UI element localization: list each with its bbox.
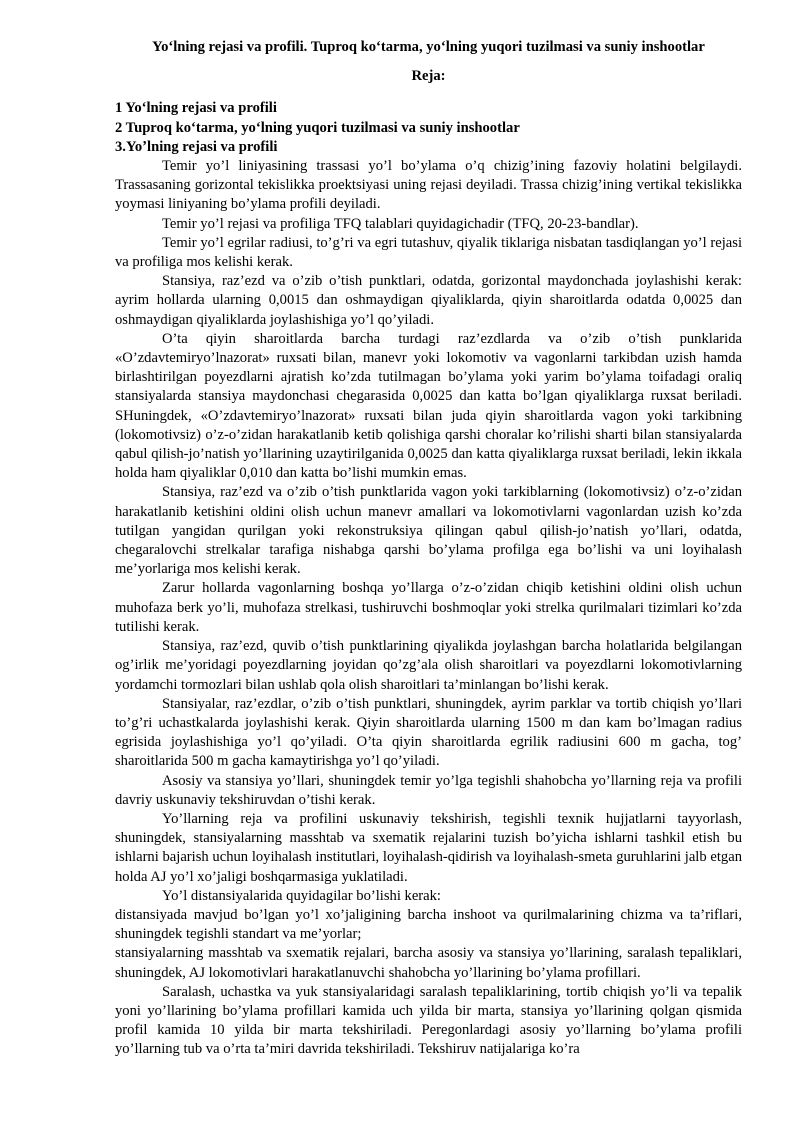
paragraph: Stansiya, raz’ezd, quvib o’tish punktlarining qiyalikda joylashgan barcha holatlarida belgilangan og’irlik me’yoridagi poyezdlarning joyidan qo’zg’ala olish sharoitlari va poyezdlarni lokomotivlarning yordamchi tormozlari bilan ushlab qola olish sharoitlari ta’minlangan bo’lishi kerak.	[115, 638, 742, 693]
toc-item-2: 2 Tuproq koʻtarma, yoʻlning yuqori tuzilmasi va suniy inshootlar	[115, 119, 520, 136]
paragraph: Asosiy va stansiya yo’llari, shuningdek temir yo’lga tegishli shahobcha yo’llarning reja va profili davriy uskunaviy tekshiruvdan o’tishi kerak.	[115, 772, 742, 808]
document-page	[115, 38, 742, 1060]
paragraph: O’ta qiyin sharoitlarda barcha turdagi raz’ezdlarda va o’zib o’tish punklarida «O’zdavtemiryo’lnazorat» ruxsati bilan, manevr yoki lokomotiv va vagonlarni tarkibdan uzish hamda birlashtirilgan poyezdlarni ajratish ko’zda tutilmagan bo’ylama yoki yarim bo’ylama toifadagi oraliq stansiyalarda stansiya maydonchasi chegarasida 0,0025 dan katta bo’lgan qiyaliklarga ruxsat beriladi. SHuningdek, «O’zdavtemiryo’lnazorat» ruxsati bilan juda qiyin sharoitlarda vagon yoki tarkibning (lokomotivsiz) o’z-o’zidan harakatlanib ketib qolishiga qarshi choralar ko’rilishi sharti bilan stansiyalarda qabul qilish-jo’natish yo’llarining uzaytirilganida 0,0025 dan katta qiyaliklarga ruxsat beriladi, lekin ikkala holda ham qiyaliklar 0,010 dan katta bo’lishi mumkin emas.	[115, 330, 742, 482]
paragraph: Stansiyalar, raz’ezdlar, o’zib o’tish punktlari, shuningdek, ayrim parklar va tortib chiqish yo’llari to’g’ri uchastkalarda joylashishi kerak. Qiyin sharoitlarda ularning 1500 m dan kam bo’lmagan radius egrisida joylashishiga yo’l qo’yiladi. O’ta qiyin sharoitlarda egrilik radiusini 600 m gacha, tog’ sharoitlarida 500 m gacha kamaytirishga yo’l qo’yiladi.	[115, 695, 742, 770]
toc-item-3: 3.Yoʼlning rejasi va profili	[115, 138, 278, 155]
paragraph: Temir yo’l liniyasining trassasi yo’l bo’ylama o’q chizig’ining fazoviy holatini belgilaydi. Trassasaning gorizontal tekislikka proektsiyasi uning rejasi deyiladi. Trassa chizig’ining vertikal tekislikka yoymasi liniyaning bo’ylama profili deyiladi.	[115, 158, 742, 213]
paragraph: Stansiya, raz’ezd va o’zib o’tish punktlarida vagon yoki tarkiblarning (lokomotivsiz) o’z-o’zidan harakatlanib ketishini oldini olish uchun manevr amallari va lokomotivlarni vagonlardan uzish ko’zda tutilgan yangidan qurilgan yoki rekonstruksiya qilingan qabul qilish-jo’natish yo’llari, odatda, chegaralovchi strelkalar tarafiga nishabga qarshi bo’ylama profilga ega bo’lishi va uni loyihalash me’yorlariga mos kelishi kerak.	[115, 484, 742, 578]
paragraph: Temir yo’l rejasi va profiliga TFQ talablari quyidagichadir (TFQ, 20-23-bandlar).	[162, 215, 639, 232]
paragraph: Zarur hollarda vagonlarning boshqa yo’llarga o’z-o’zidan chiqib ketishini oldini olish uchun muhofaza berk yo’li, muhofaza strelkasi, tushiruvchi boshmoqlar yoki strelka qurilmalari tizimlari ko’zda tutilishi kerak.	[115, 580, 742, 635]
list-item: distansiyada mavjud bo’lgan yo’l xo’jaligining barcha inshoot va qurilmalarining chizma va ta’riflari, shuningdek tegishli standart va me’yorlar;	[115, 906, 742, 943]
plan-heading: Reja:	[411, 68, 446, 85]
paragraph: Temir yo’l egrilar radiusi, to’g’ri va egri tutashuv, qiyalik tiklariga nisbatan tasdiqlangan yo’l rejasi va profiliga mos kelishi kerak.	[115, 234, 742, 271]
document-title: Yoʻlning rejasi va profili. Tuproq koʻtarma, yoʻlning yuqori tuzilmasi va suniy inshootlar	[152, 39, 705, 55]
list-item: stansiyalarning masshtab va sxematik rejalari, barcha asosiy va stansiya yo’llarining, saralash tepaliklari, shuningdek, AJ lokomotivlari harakatlanuvchi shahobcha yo’llarining bo’ylama profillari.	[115, 945, 742, 981]
paragraph: Stansiya, raz’ezd va o’zib o’tish punktlari, odatda, gorizontal maydonchada joylashishi kerak: ayrim hollarda ularning 0,0015 dan oshmaydigan qiyaliklarda, qiyin sharoitlarda odatda 0,0025 dan oshmaydigan qiyaliklarda joylashishiga yo’l qo’yiladi.	[115, 273, 742, 328]
paragraph: Yo’llarning reja va profilini uskunaviy tekshirish, tegishli texnik hujjatlarni tayyorlash, shuningdek, stansiyalarning masshtab va sxematik rejalarini tuzish bo’yicha ishlarni tashkil etish bu ishlarni bajarish uchun loyihalash institutlari, loyihalash-qidirish va loyihalash-smeta guruhlarini jalb etgan holda AJ yo’l xo’jaligi boshqarmasiga yuklatiladi.	[115, 810, 742, 885]
paragraph: Yo’l distansiyalarida quyidagilar bo’lishi kerak:	[162, 887, 441, 904]
toc-item-1: 1 Yoʻlning rejasi va profili	[115, 100, 277, 117]
paragraph: Saralash, uchastka va yuk stansiyalaridagi saralash tepaliklarining, tortib chiqish yo’li va tepalik yoni yo’llarining bo’ylama profillari kamida uch yilda bir marta, stansiya yo’llarining qolgan qismida profil kamida 10 yilda bir marta tekshiriladi. Peregonlardagi asosiy yo’llarning bo’ylama profili yo’llarning tub va o’rta ta’miri davrida tekshiriladi. Tekshiruv natijalariga ko’ra	[115, 983, 742, 1058]
